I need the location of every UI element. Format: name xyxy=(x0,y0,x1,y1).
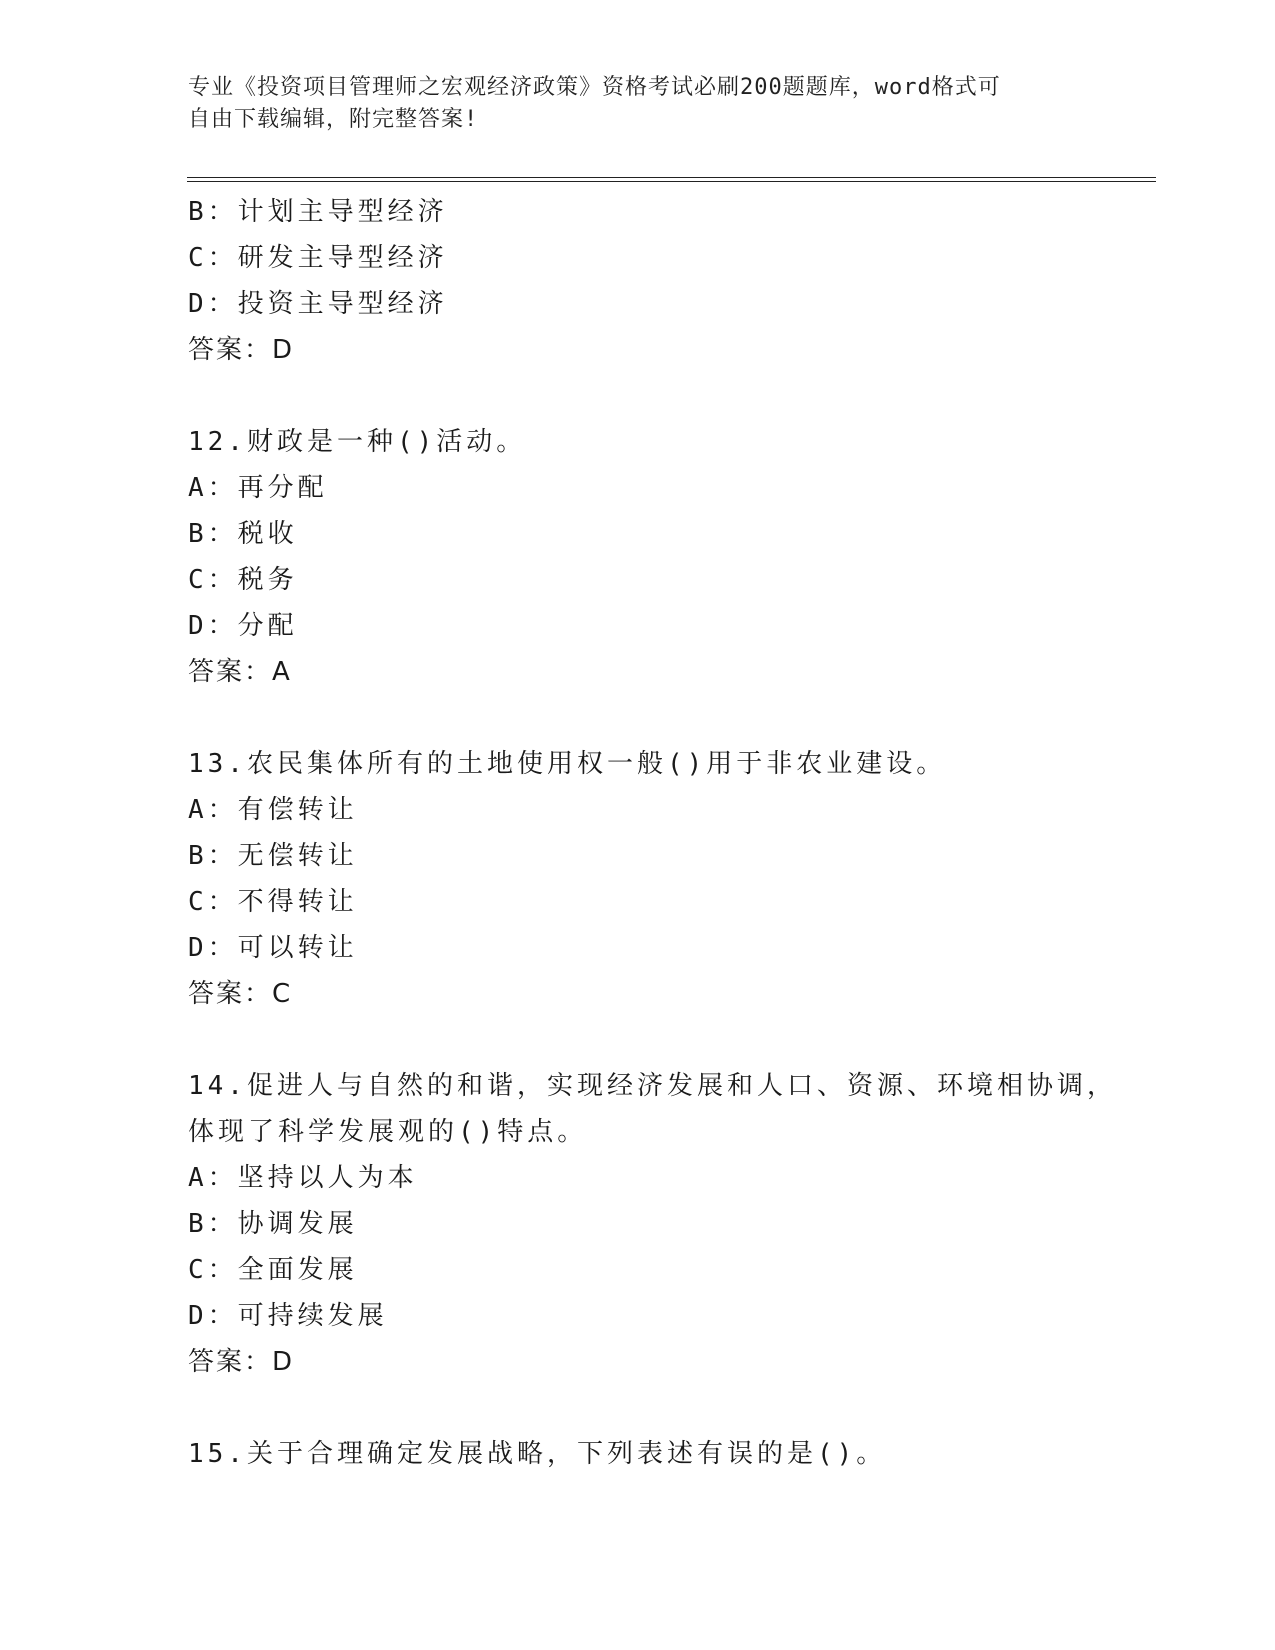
option-b: B：协调发展 xyxy=(188,1209,358,1239)
option-d: D：分配 xyxy=(188,611,298,641)
spacer xyxy=(188,1385,1128,1431)
spacer xyxy=(188,373,1128,419)
header-title-line-2: 自由下载编辑，附完整答案! xyxy=(188,107,479,132)
question-list xyxy=(188,189,1128,1477)
header-divider xyxy=(187,177,1156,182)
answer-label: 答案：C xyxy=(188,979,293,1009)
spacer xyxy=(188,695,1128,741)
option-a: A：有偿转让 xyxy=(188,795,358,825)
option-a: A：坚持以人为本 xyxy=(188,1163,418,1193)
question-stem: 15.关于合理确定发展战略，下列表述有误的是()。 xyxy=(188,1439,887,1469)
question-12 xyxy=(188,419,1128,695)
question-15 xyxy=(188,1431,1128,1477)
option-b: B：无偿转让 xyxy=(188,841,358,871)
option-c: C：研发主导型经济 xyxy=(188,243,448,273)
option-c: C：税务 xyxy=(188,565,298,595)
option-c: C：不得转让 xyxy=(188,887,358,917)
spacer xyxy=(188,1017,1128,1063)
question-stem: 12.财政是一种()活动。 xyxy=(188,427,527,457)
option-c: C：全面发展 xyxy=(188,1255,358,1285)
question-13 xyxy=(188,741,1128,1017)
question-stem: 13.农民集体所有的土地使用权一般()用于非农业建设。 xyxy=(188,749,947,779)
question-stem-line-2: 体现了科学发展观的()特点。 xyxy=(188,1117,588,1147)
answer-label: 答案：D xyxy=(188,335,295,365)
question-11-partial xyxy=(188,189,1128,373)
option-a: A：再分配 xyxy=(188,473,328,503)
option-b: B：税收 xyxy=(188,519,298,549)
answer-label: 答案：D xyxy=(188,1347,295,1377)
question-14 xyxy=(188,1063,1128,1385)
answer-label: 答案：A xyxy=(188,657,292,687)
document-header xyxy=(188,72,1068,136)
header-title-line-1: 专业《投资项目管理师之宏观经济政策》资格考试必刷200题题库，word格式可 xyxy=(188,75,1001,100)
option-d: D：可持续发展 xyxy=(188,1301,388,1331)
option-b: B：计划主导型经济 xyxy=(188,197,448,227)
question-stem-line-1: 14.促进人与自然的和谐，实现经济发展和人口、资源、环境相协调， xyxy=(188,1071,1117,1101)
option-d: D：可以转让 xyxy=(188,933,358,963)
option-d: D：投资主导型经济 xyxy=(188,289,448,319)
